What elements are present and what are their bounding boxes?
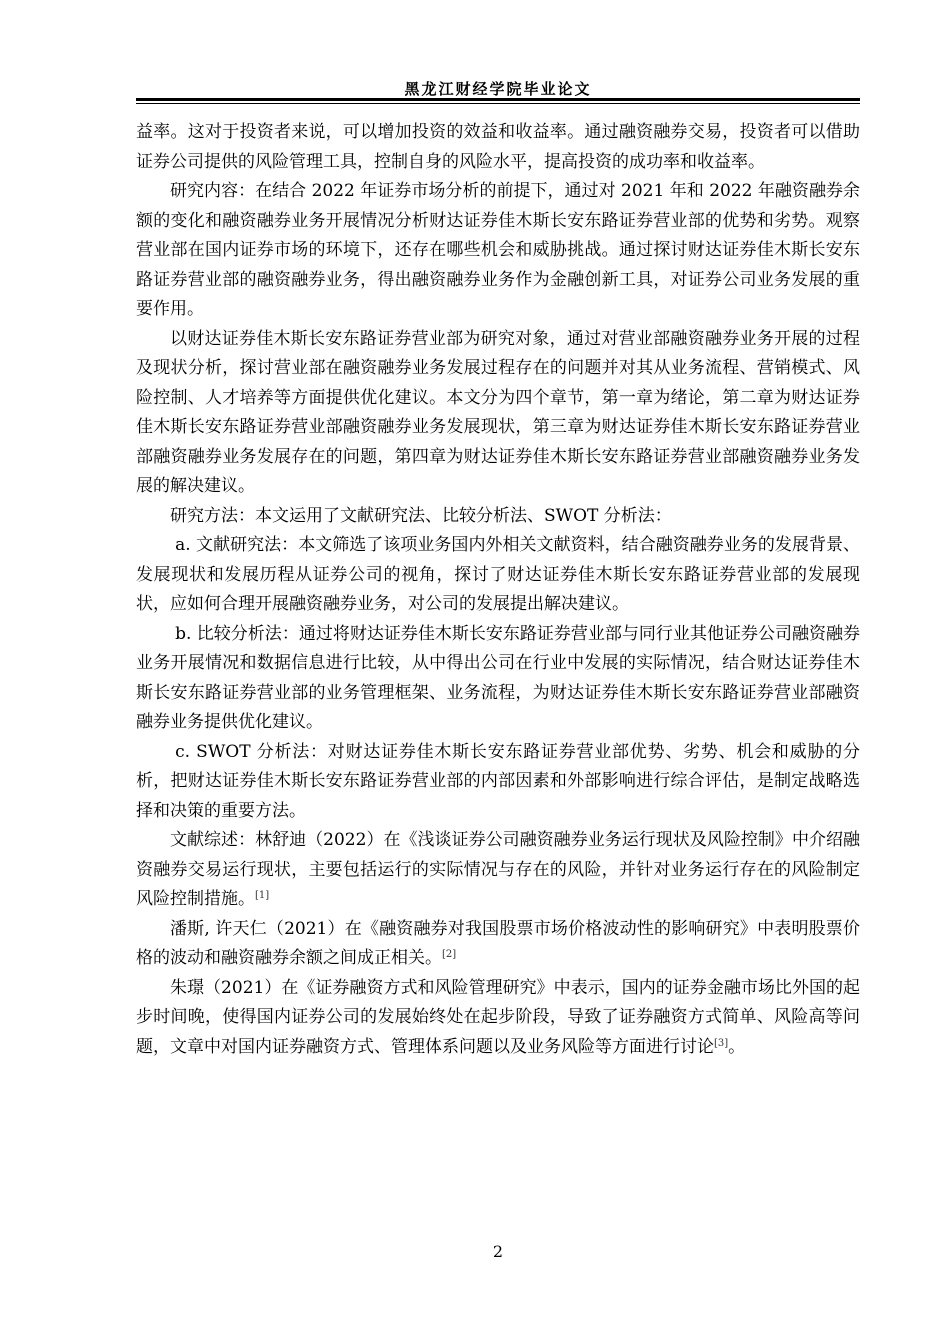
paragraph-literature-review: 文献综述：林舒迪（2022）在《浅谈证券公司融资融券业务运行现状及风险控制》中介绍融资融券交易运行现状，主要包括运行的实际情况与存在的风险，并针对业务运行存在的风险制定风险控制措施。[1] [136, 830, 860, 909]
header-rule-thin [136, 103, 860, 104]
paragraph-research-methods: 研究方法：本文运用了文献研究法、比较分析法、SWOT 分析法： [170, 505, 672, 526]
citation-3: [3] [714, 1037, 729, 1049]
page-number: 2 [492, 1242, 504, 1261]
paragraph-research-content: 研究内容：在结合 2022 年证券市场分析的前提下，通过对 2021 年和 2022 年融资融券余额的变化和融资融券业务开展情况分析财达证券佳木斯长安东路证券营业部的优势和劣势。观察营业部在国内证券市场的环境下，还存在哪些机会和威胁挑战。通过探讨财达证券佳木斯长安东路证券营业部的融资融券业务，得出融资融券业务作为金融创新工具，对证券公司业务发展的重要作用。 [136, 181, 860, 319]
paragraph-research-object: 以财达证券佳木斯长安东路证券营业部为研究对象，通过对营业部融资融券业务开展的过程及现状分析，探讨营业部在融资融券业务发展过程存在的问题并对其从业务流程、营销模式、风险控制、人才培养等方面提供优化建议。本文分为四个章节，第一章为绪论，第二章为财达证券佳木斯长安东路证券营业部融资融券业务发展现状，第三章为财达证券佳木斯长安东路证券营业部融资融券业务发展存在的问题，第四章为财达证券佳木斯长安东路证券营业部融资融券业务发展的解决建议。 [136, 328, 860, 496]
paragraph-method-a: a. 文献研究法：本文筛选了该项业务国内外相关文献资料，结合融资融券业务的发展背景、发展现状和发展历程从证券公司的视角，探讨了财达证券佳木斯长安东路证券营业部的发展现状，应如何合理开展融资融券业务，对公司的发展提出解决建议。 [136, 535, 860, 614]
header-rule-thick [136, 98, 860, 101]
citation-2: [2] [442, 949, 457, 960]
paragraph-literature-2: 潘斯, 许天仁（2021）在《融资融券对我国股票市场价格波动性的影响研究》中表明股票价格的波动和融资融券余额之间成正相关。[2] [136, 918, 860, 968]
paragraph-method-c: c. SWOT 分析法：对财达证券佳木斯长安东路证券营业部优势、劣势、机会和威胁的分析，把财达证券佳木斯长安东路证券营业部的内部因素和外部影响进行综合评估，是制定战略选择和决策的重要方法。 [136, 741, 860, 821]
paragraph-method-b: b. 比较分析法：通过将财达证券佳木斯长安东路证券营业部与同行业其他证券公司融资融券业务开展情况和数据信息进行比较，从中得出公司在行业中发展的实际情况，结合财达证券佳木斯长安东路证券营业部的业务管理框架、业务流程，为财达证券佳木斯长安东路证券营业部融资融券业务提供优化建议。 [136, 623, 860, 732]
citation-1: [1] [255, 890, 270, 901]
paragraph-continuation: 益率。这对于投资者来说，可以增加投资的效益和收益率。通过融资融券交易，投资者可以借助证券公司提供的风险管理工具，控制自身的风险水平，提高投资的成功率和收益率。 [136, 122, 860, 172]
page-header-title: 黑龙江财经学院毕业论文 [404, 80, 592, 98]
paragraph-literature-3: 朱璟（2021）在《证券融资方式和风险管理研究》中表示，国内的证券金融市场比外国的起步时间晚，使得国内证券公司的发展始终处在起步阶段，导致了证券融资方式简单、风险高等问题，文章中对国内证券融资方式、管理体系问题以及业务风险等方面进行讨论[3]。 [136, 977, 860, 1057]
body-text [136, 118, 860, 1062]
